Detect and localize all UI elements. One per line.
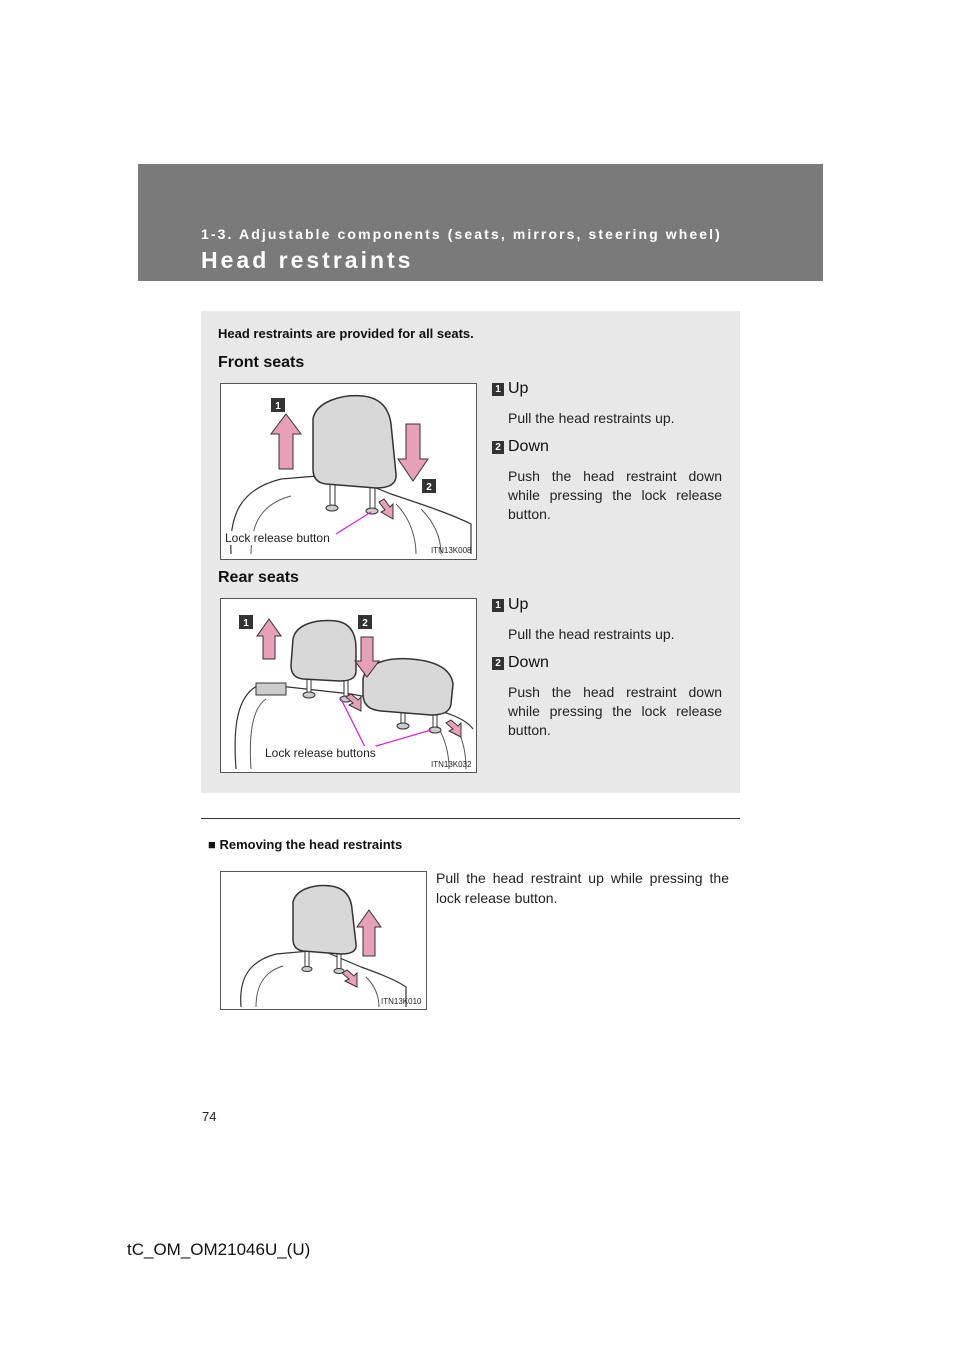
step-title: Down bbox=[508, 654, 549, 671]
svg-text:1: 1 bbox=[275, 401, 281, 412]
lock-release-label: Lock release buttons bbox=[265, 746, 376, 760]
step-number-badge: 1 bbox=[492, 383, 504, 396]
page-number: 74 bbox=[202, 1109, 217, 1124]
up-arrow-icon bbox=[271, 414, 301, 469]
adjustment-panel bbox=[201, 311, 740, 793]
removing-figure bbox=[220, 871, 427, 1010]
step-title: Down bbox=[508, 438, 549, 455]
headrest-illustration bbox=[221, 872, 426, 1009]
section-label: 1-3. Adjustable components (seats, mirrors, steering wheel) bbox=[201, 226, 722, 242]
svg-text:1: 1 bbox=[243, 618, 249, 629]
front-seats-title: Front seats bbox=[218, 354, 305, 371]
lock-release-label: Lock release button bbox=[225, 531, 330, 545]
figure-code: ITN13K008 bbox=[431, 546, 472, 555]
down-arrow-icon bbox=[398, 424, 428, 481]
step-number-badge: 2 bbox=[492, 657, 504, 670]
figure-code: ITN13K032 bbox=[431, 760, 472, 769]
rear-seats-title: Rear seats bbox=[218, 569, 299, 586]
step-description: Pull the head restraints up. bbox=[508, 410, 675, 426]
step-number-badge: 1 bbox=[492, 599, 504, 612]
removing-title: ■ Removing the head restraints bbox=[208, 837, 403, 852]
press-arrow-icon bbox=[379, 499, 393, 519]
document-code: tC_OM_OM21046U_(U) bbox=[127, 1240, 311, 1259]
rear-seats-figure bbox=[220, 598, 477, 773]
section-divider bbox=[201, 818, 740, 819]
chapter-header bbox=[138, 164, 823, 281]
svg-text:2: 2 bbox=[362, 618, 368, 629]
removing-description: Pull the head restraint up while pressing the lock release button. bbox=[436, 870, 729, 906]
page-title: Head restraints bbox=[201, 247, 414, 273]
step-description: Pull the head restraints up. bbox=[508, 626, 675, 642]
front-seats-figure bbox=[220, 383, 477, 560]
step-title: Up bbox=[508, 596, 529, 613]
intro-text: Head restraints are provided for all seats. bbox=[218, 326, 474, 341]
svg-text:2: 2 bbox=[426, 482, 432, 493]
step-description: Push the head restraint down while pressing the lock release button. bbox=[508, 468, 722, 522]
step-number-badge: 2 bbox=[492, 441, 504, 454]
figure-code: ITN13K010 bbox=[381, 997, 422, 1006]
step-title: Up bbox=[508, 380, 529, 397]
step-description: Push the head restraint down while pressing the lock release button. bbox=[508, 684, 722, 738]
